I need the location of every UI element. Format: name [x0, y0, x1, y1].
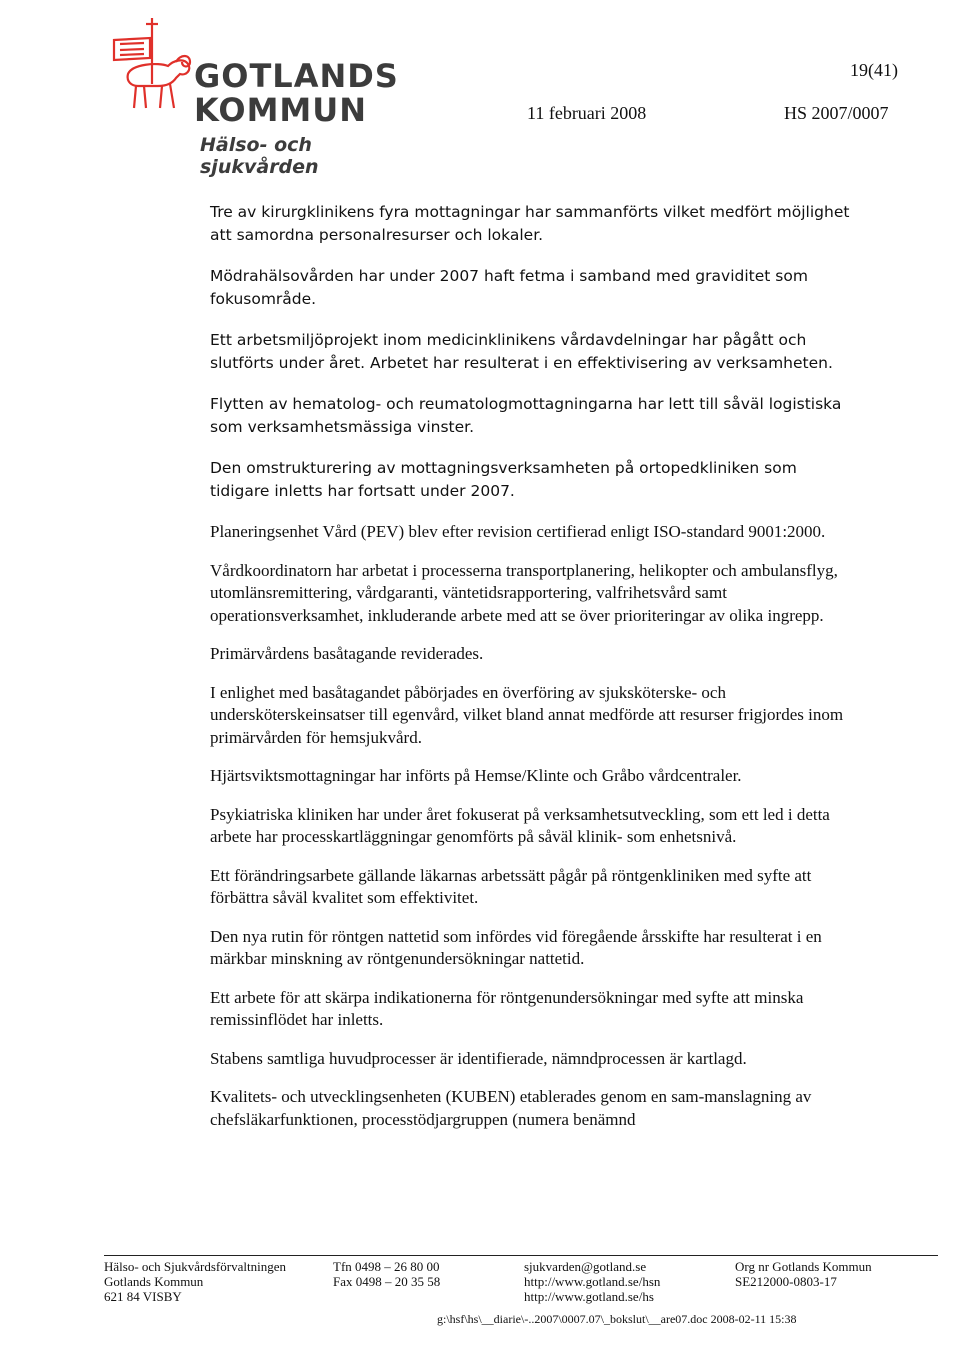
footer-line: Hälso- och Sjukvårdsförvaltningen — [104, 1259, 286, 1274]
paragraph: Den omstrukturering av mottagningsverksamheten på ortopedkliniken som tidigare inletts har fortsatt under 2007. — [210, 459, 797, 500]
paragraph: Ett arbetsmiljöprojekt inom medicinklinikens vårdavdelningar har pågått och slutförts under året. Arbetet har resulterat i en effektivisering av verksamheten. — [210, 331, 833, 372]
paragraph: Planeringsenhet Vård (PEV) blev efter revision certifierad enligt ISO-standard 9001:2000. — [210, 522, 826, 541]
file-path: g:\hsf\hs\__diarie\-..2007\0007.07\_bokslut\__are07.doc 2008-02-11 15:38 — [437, 1312, 797, 1326]
footer-line: Fax 0498 – 20 35 58 — [333, 1274, 441, 1289]
footer-org — [735, 1259, 872, 1289]
footer-address — [104, 1259, 286, 1304]
paragraph: Ett förändringsarbete gällande läkarnas arbetssätt pågår på röntgenkliniken med syfte att förbättra såväl kvalitet som effektivitet. — [210, 865, 812, 907]
footer-line: Gotlands Kommun — [104, 1274, 204, 1289]
footer-phone — [333, 1259, 440, 1289]
document-reference: HS 2007/0007 — [784, 103, 889, 123]
footer-line: SE212000-0803-17 — [735, 1274, 837, 1289]
paragraph: Kvalitets- och utvecklingsenheten (KUBEN) etablerades genom en sam-manslagning av chefsläkarfunktionen, processtödjargruppen (numera benämnd — [210, 1087, 812, 1129]
paragraph: Mödrahälsovården har under 2007 haft fetma i samband med graviditet som fokusområde. — [210, 267, 808, 308]
paragraph: Den nya rutin för röntgen nattetid som infördes vid föregående årsskifte har resulterat i en märkbar minskning av röntgenundersökningar nattetid. — [210, 926, 822, 968]
email-link[interactable]: sjukvarden@gotland.se — [524, 1259, 647, 1274]
logo-title-gotlands: GOTLANDS — [194, 57, 399, 95]
footer-line: Tfn 0498 – 26 80 00 — [333, 1259, 440, 1274]
paragraph: Psykiatriska kliniken har under året fokuserat på verksamhetsutveckling, som ett led i detta arbete har processkartläggningar genomförts på såväl klinik- som enhetsnivå. — [210, 804, 830, 846]
logo-subtitle: Hälso- och sjukvården — [200, 134, 319, 178]
page-number: 19(41) — [850, 60, 898, 80]
website-link[interactable]: http://www.gotland.se/hs — [524, 1289, 654, 1304]
paragraph: Flytten av hematolog- och reumatologmottagningarna har lett till såväl logistiska som verksamhetsmässiga vinster. — [210, 395, 842, 436]
footer-divider — [104, 1255, 938, 1256]
logo-title-kommun: KOMMUN — [194, 91, 368, 129]
paragraph: Ett arbete för att skärpa indikationerna för röntgenundersökningar med syfte att minska remissinflödet har inletts. — [210, 987, 804, 1029]
footer-line: 621 84 VISBY — [104, 1289, 182, 1304]
document-date: 11 februari 2008 — [527, 103, 647, 123]
organization-logo — [106, 14, 399, 178]
paragraph: Tre av kirurgklinikens fyra mottagningar har sammanförts vilket medfört möjlighet att samordna personalresurser och lokaler. — [210, 203, 850, 244]
paragraph: Vårdkoordinatorn har arbetat i processerna transportplanering, helikopter och ambulansflyg, utomlänsremittering, vårdgaranti, väntetidsrapportering, valfrihetsvård samt operationsverksamhet, inkluderande arbete med att se över prioriteringar av olika ingrepp. — [210, 560, 838, 625]
gotland-ram-banner-icon — [106, 14, 198, 114]
paragraph: I enlighet med basåtagandet påbörjades en överföring av sjuksköterske- och undersköterskeinsatser till egenvård, vilket bland annat medförde att resurser frigjordes inom primärvården för hemsjukvård. — [210, 682, 844, 747]
paragraph: Primärvårdens basåtagande reviderades. — [210, 644, 484, 663]
document-body — [210, 201, 850, 1147]
footer-line: Org nr Gotlands Kommun — [735, 1259, 872, 1274]
website-link[interactable]: http://www.gotland.se/hsn — [524, 1274, 661, 1289]
paragraph: Stabens samtliga huvudprocesser är identifierade, nämndprocessen är kartlagd. — [210, 1048, 747, 1068]
paragraph: Hjärtsviktsmottagningar har införts på Hemse/Klinte och Gråbo vårdcentraler. — [210, 766, 742, 785]
footer-contact — [524, 1259, 660, 1304]
